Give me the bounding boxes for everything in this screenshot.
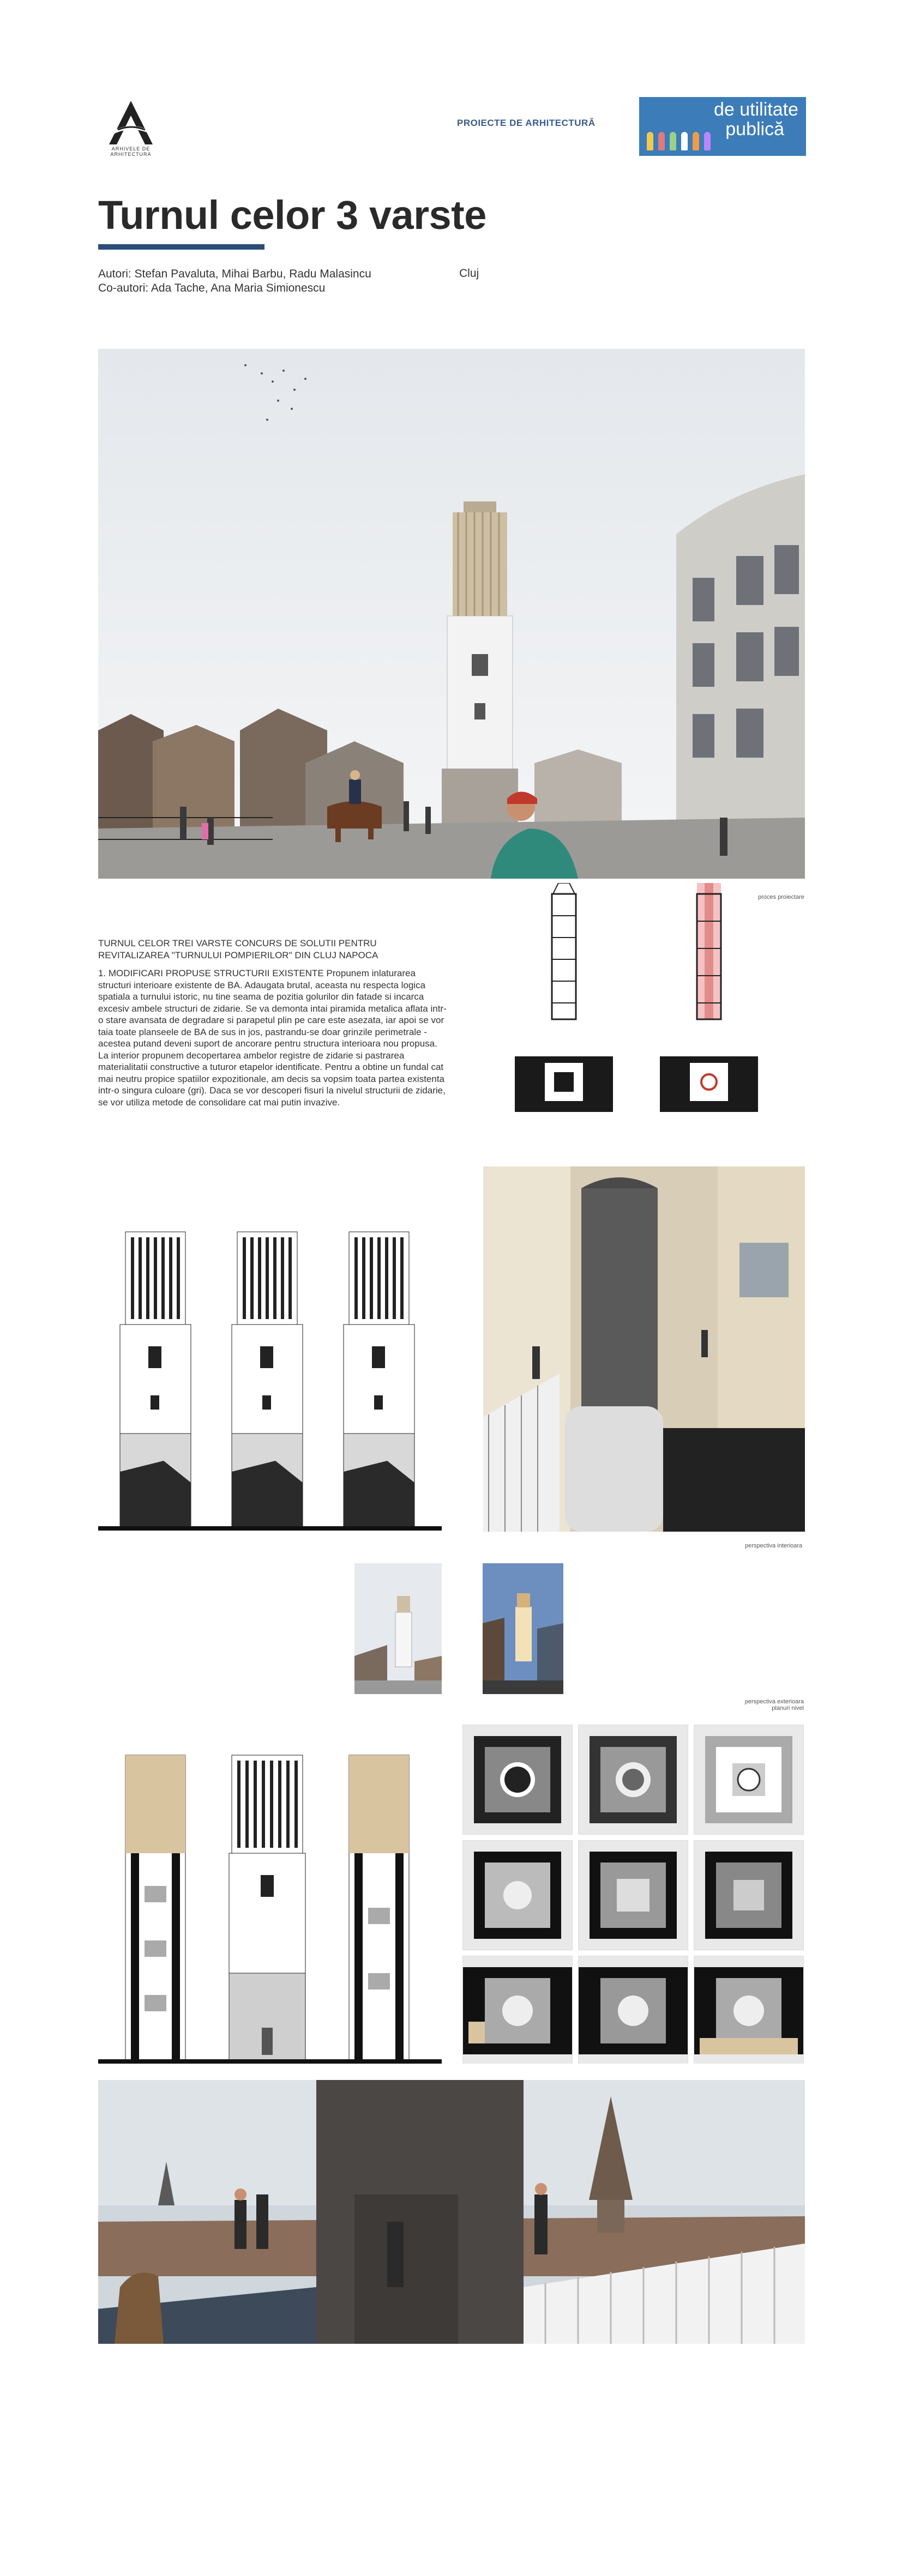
description-heading: TURNUL CELOR TREI VARSTE CONCURS DE SOLUTII PENTRU REVITALIZAREA "TURNULUI POMPIERILOR" DIN CLUJ NAPOCA (98, 938, 378, 960)
public-utility-badge[interactable] (639, 97, 806, 156)
floor-plan (578, 1725, 688, 1835)
authors-block (98, 267, 371, 295)
interior-caption: perspectiva interioara (745, 1543, 803, 1549)
exterior-perspective-2 (483, 1563, 563, 1694)
project-city: Cluj (459, 267, 479, 280)
exterior-perspective-1 (354, 1563, 442, 1694)
process-section-right (660, 883, 758, 1112)
floor-plan (578, 1840, 688, 1950)
plans-caption-line: planuri nivel (772, 1705, 804, 1712)
badge-line-1: de utilitate (714, 99, 798, 120)
description-body: 1. MODIFICARI PROPUSE STRUCTURII EXISTENTE Propunem inlaturarea structuri interioare existente de BA. Adaugata brutal, aceasta nu respecta logica spatiala a turnului istoric, nu tine seama de pozitia golurilor din fatade si incarca excesiv ambele structuri de zidarie. Se va demonta intai piramida metalica aflata intr-o stare avansata de degradare si parapetul plin pe care este asezata, iar apoi se vor taia toate planseele de BA de sus in jos, pastrandu-se doar grinzile perimetrale - acestea putand deveni suport de ancorare pentru structura interioara nou propusa. La interior propunem decopertarea ambelor registre de zidarie si pastrarea materialitatii constructive a tuturor etapelor identificate. Pentru a obtine un fundal cat mai neutru propice spatiilor expozitionale, am decis sa vopsim toata partea existenta intr-o singura culoare (gri). Daca se vor descoperi fisuri la nivelul structurii de zidarie, se vor utiliza metode de consolidare cat mai putin invazive. (98, 968, 447, 1108)
badge-line-2: publică (725, 119, 784, 140)
exterior-caption (743, 1698, 804, 1712)
section-label[interactable]: PROIECTE DE ARHITECTURĂ (457, 118, 596, 128)
authors-line: Autori: Stefan Pavaluta, Mihai Barbu, Radu Malasincu (98, 268, 371, 280)
tower-sections (98, 1744, 442, 2066)
exterior-render-image (98, 349, 805, 879)
project-description (98, 938, 447, 1115)
process-section-left (515, 883, 613, 1112)
logo-caption: ARHIVELE DE ARHITECTURA (110, 146, 152, 157)
floor-plans-grid (462, 1725, 805, 2064)
floor-plan (462, 1725, 573, 1835)
process-caption: proces proiectare (758, 894, 804, 900)
floor-plan (462, 1956, 573, 2064)
exterior-caption-line: perspectiva exterioara (744, 1698, 804, 1705)
rooftop-render-image (98, 2080, 805, 2344)
floor-plan (578, 1956, 688, 2064)
title-underline (98, 244, 264, 250)
project-title: Turnul celor 3 varste (98, 192, 486, 238)
floor-plan (462, 1840, 573, 1950)
floor-plan (694, 1840, 804, 1950)
people-icons (647, 132, 711, 150)
tower-elevations (98, 1199, 442, 1534)
floor-plan (694, 1956, 804, 2064)
floor-plan (694, 1725, 804, 1835)
coauthors-line: Co-autori: Ada Tache, Ana Maria Simionescu (98, 282, 326, 294)
interior-render-image (483, 1166, 805, 1532)
